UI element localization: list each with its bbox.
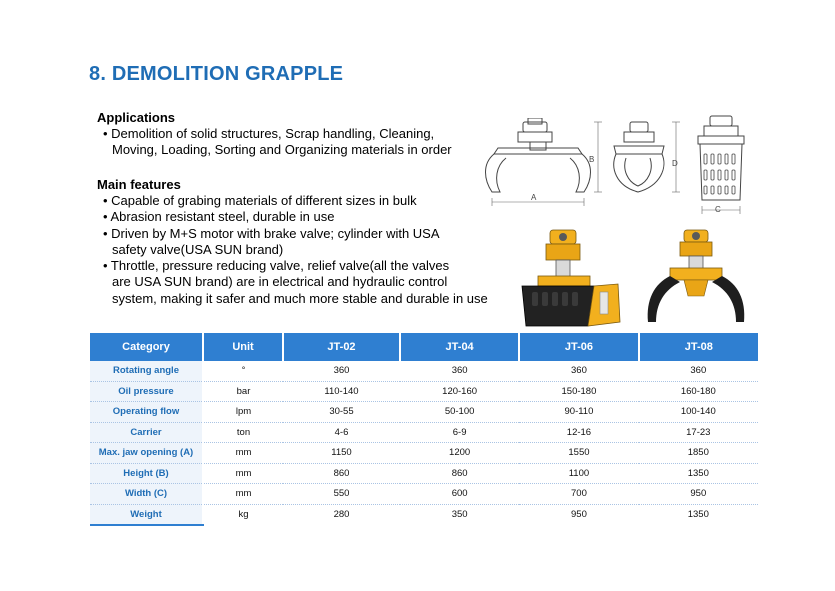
applications-heading: Applications	[97, 110, 176, 125]
value-cell: 12-16	[519, 422, 638, 443]
column-header-jt-08: JT-08	[639, 333, 758, 361]
applications-bullet: • Demolition of solid structures, Scrap handling, Cleaning,	[103, 126, 435, 141]
unit-cell: bar	[203, 381, 283, 402]
table-row	[90, 443, 758, 464]
value-cell: 350	[451, 509, 468, 521]
value-cell: 1100	[519, 463, 638, 484]
grapple-open-product-image	[640, 226, 752, 324]
grapple-front-view-drawing	[478, 118, 602, 210]
table-row	[90, 361, 758, 381]
value-cell: 110-140	[283, 381, 400, 402]
page-title: 8. DEMOLITION GRAPPLE	[89, 63, 344, 85]
unit-cell: lpm	[203, 402, 283, 423]
feature-bullet: • Abrasion resistant steel, durable in use	[103, 209, 335, 225]
unit-cell: mm	[203, 463, 283, 484]
row-category-cell: Height (B)	[90, 463, 203, 484]
dimension-label-b: B	[589, 155, 595, 164]
row-category-cell: Carrier	[90, 422, 203, 443]
main-features-heading: Main features	[97, 177, 181, 192]
value-cell: 1850	[639, 443, 758, 464]
feature-bullet-continued: are USA SUN brand) are in electrical and hydraulic control	[112, 274, 448, 290]
dimension-label-a: A	[531, 193, 537, 202]
value-cell: 360	[519, 361, 638, 381]
value-cell: 30-55	[283, 402, 400, 423]
applications-list	[103, 126, 452, 159]
feature-bullet-continued: system, making it safer and much more stable and durable in use	[112, 290, 488, 306]
value-cell: 4-6	[283, 422, 400, 443]
value-cell: 90-110	[519, 402, 638, 423]
table-row	[90, 422, 758, 443]
dimension-label-d: D	[672, 159, 678, 168]
row-category-cell: Rotating angle	[90, 361, 203, 381]
unit-cell: ton	[203, 422, 283, 443]
value-cell: 17-23	[639, 422, 758, 443]
value-cell: 1350	[639, 463, 758, 484]
dimension-label-c: C	[715, 205, 721, 214]
value-cell: 1350	[687, 509, 709, 521]
unit-cell: °	[203, 361, 283, 381]
table-row	[90, 484, 758, 505]
row-category-cell: Operating flow	[90, 402, 203, 423]
column-header-jt-04: JT-04	[400, 333, 519, 361]
value-cell: 550	[283, 484, 400, 505]
grapple-closed-product-image	[516, 226, 624, 330]
value-cell: 860	[283, 463, 400, 484]
feature-bullet-continued: safety valve(USA SUN brand)	[112, 241, 284, 257]
value-cell: 600	[400, 484, 519, 505]
value-cell: 6-9	[400, 422, 519, 443]
row-category-cell: Max. jaw opening (A)	[90, 443, 203, 464]
column-header-category: Category	[90, 333, 203, 361]
value-cell: 860	[400, 463, 519, 484]
table-row	[90, 402, 758, 423]
unit-cell: mm	[203, 443, 283, 464]
value-cell: 700	[519, 484, 638, 505]
value-cell: 150-180	[519, 381, 638, 402]
feature-bullet: • Driven by M+S motor with brake valve; cylinder with USA	[103, 225, 440, 241]
value-cell: 950	[639, 484, 758, 505]
applications-bullet-continued: Moving, Loading, Sorting and Organizing materials in order	[112, 142, 452, 158]
value-cell: 360	[400, 361, 519, 381]
column-header-unit: Unit	[203, 333, 283, 361]
value-cell: 280	[333, 509, 350, 521]
value-cell: 360	[639, 361, 758, 381]
value-cell: 360	[283, 361, 400, 381]
row-category-cell: Width (C)	[90, 484, 203, 505]
unit-cell: kg	[238, 509, 249, 521]
value-cell: 1150	[283, 443, 400, 464]
table-row	[90, 463, 758, 484]
feature-bullet: • Throttle, pressure reducing valve, relief valve(all the valves	[103, 258, 450, 274]
column-header-jt-06: JT-06	[519, 333, 638, 361]
value-cell: 120-160	[400, 381, 519, 402]
value-cell: 100-140	[639, 402, 758, 423]
value-cell: 160-180	[639, 381, 758, 402]
row-category-cell: Weight	[90, 504, 203, 525]
row-category-cell: Oil pressure	[90, 381, 203, 402]
value-cell: 950	[571, 509, 587, 521]
grapple-end-view-drawing	[694, 114, 748, 216]
feature-bullet: • Capable of grabing materials of different sizes in bulk	[103, 193, 417, 208]
unit-cell: mm	[203, 484, 283, 505]
value-cell: 1200	[400, 443, 519, 464]
table-row	[90, 504, 758, 525]
main-features-list	[103, 193, 488, 307]
value-cell: 50-100	[400, 402, 519, 423]
specification-table	[90, 333, 758, 526]
column-header-jt-02: JT-02	[283, 333, 400, 361]
value-cell: 1550	[519, 443, 638, 464]
table-row	[90, 381, 758, 402]
table-header-row	[90, 333, 758, 361]
